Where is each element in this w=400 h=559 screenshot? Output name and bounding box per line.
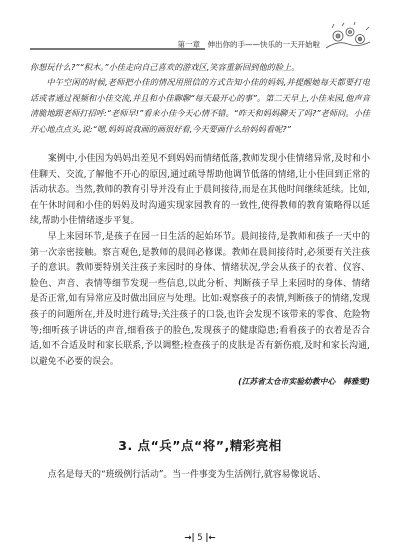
section-heading: 3. 点“兵”点“将”,精彩亮相 [118,438,282,453]
page-number: 5 [197,533,203,543]
running-title: 第一章 伸出你的手——快乐的一天开始啦 [177,40,320,49]
analysis-paragraph-1: 案例中,小佳因为妈妈出差见不到妈妈而情绪低落,教师发现小佳情绪异常,及时和小佳聊天、交流,了解他不开心的原因,通过疏导帮助他调节低落的情绪,让小佳回到正常的活动状态。当然,教师的教育引导并没有止于晨间接待,而是在其他时间继续延续。比如,在午休时间和小佳的妈妈及时沟通实现家园教育的一致性,使得教师的教育策略得以延续,帮助小佳情绪逐步平复。 [30,154,370,227]
main-text [30,60,370,387]
footer-left-marker: →| [184,533,195,543]
page-header [30,28,372,50]
page-footer [0,533,400,543]
case-paragraph-2: 中午空闲的时候,老师把小佳的情况用照信的方式告知小佳的妈妈,并提醒她每天都要打电话或者通过视频和小佳交流,并且和小佳聊聊“每天最开心的事”。第二天早上,小佳来园,他声音清脆地跟老师打招呼:“老师早!”看来小佳今天心情不错。“昨天和妈妈聊天了吗?”老师问。小佳开心地点点头,说:“嗯,妈妈说我画的画很好看,今天要画什么给妈妈看呢?” [30,77,370,134]
flower-ornament-icon [324,22,372,52]
author-signature: (江苏省太仓市实验幼教中心 韩雅雯) [238,377,370,387]
footer-right-marker: |← [205,533,216,543]
case-paragraph-1: 你想玩什么?”“积木。”小佳走向自己喜欢的游戏区,笑容重新回到他的脸上。 [30,62,300,72]
analysis-paragraph-2: 早上来园环节,是孩子在园一日生活的起始环节。晨间接待,是教师和孩子一天中的第一次亲密接触。察言观色,是教师的晨间必修课。教师在晨间接待时,必须要有关注孩子的意识。教师要特别关注孩子来园时的身体、情绪状况,学会从孩子的衣着、仪容、脸色、声音、表情等细节发现一些信息,以此分析、判断孩子早上来园时的身体、情绪是否正常,如有异常应及时做出回应与处理。比如:观察孩子的表情,判断孩子的情绪,发现孩子的问题所在,并及时进行疏导;关注孩子的口袋,也许会发现不该带来的零食、危险物等;细听孩子讲话的声音,细看孩子的脸色,发现孩子的健康隐患;看看孩子的衣着是否合适,如不合适及时和家长联系,予以调整;检查孩子的皮肤是否有新伤痕,及时和家长沟通,以避免不必要的误会。 [30,232,370,367]
section-first-line: 点名是每天的“班级例行活动”。当一件事变为生活例行,就容易像说话、 [47,470,326,480]
